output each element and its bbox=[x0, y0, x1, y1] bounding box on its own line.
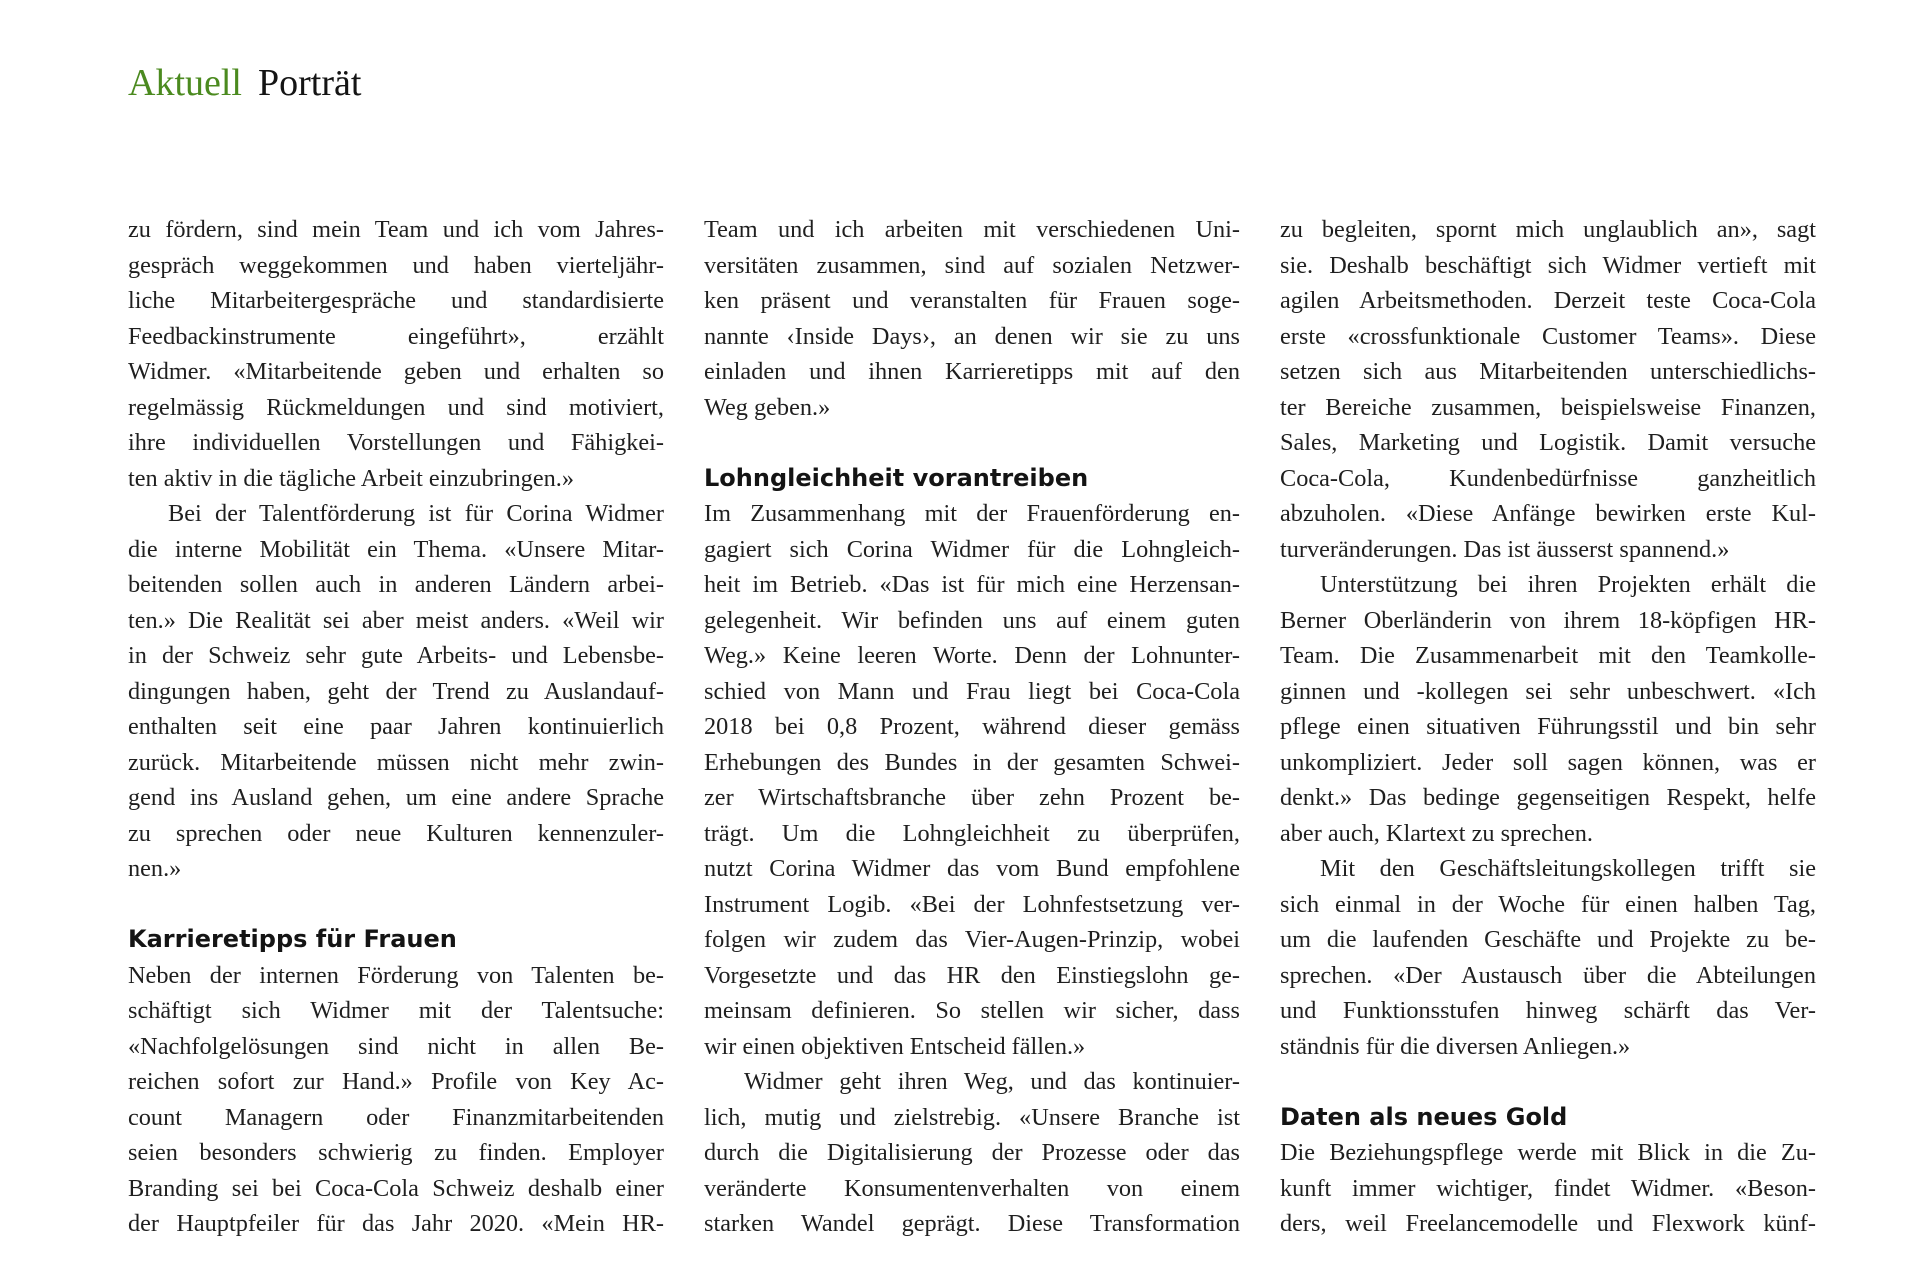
text-line: unkompliziert. Jeder soll sagen können, was er bbox=[1280, 748, 1816, 776]
text-line: ten.» Die Realität sei aber meist anders. «Weil wir bbox=[128, 606, 664, 634]
text-line: kunft immer wichtiger, findet Widmer. «Beson- bbox=[1280, 1174, 1816, 1202]
text-line: in der Schweiz sehr gute Arbeits- und Lebensbe- bbox=[128, 642, 664, 669]
text-line: schäftigt sich Widmer mit der Talentsuche: bbox=[128, 997, 664, 1024]
text-line: Neben der internen Förderung von Talenten be- bbox=[128, 961, 664, 989]
text-line: Widmer geht ihren Weg, und das kontinuier- bbox=[744, 1068, 1240, 1095]
text-line: zu sprechen oder neue Kulturen kennenzuler- bbox=[128, 819, 664, 847]
paragraph bbox=[1280, 212, 1816, 567]
text-line: gespräch weggekommen und haben vierteljähr- bbox=[128, 251, 664, 279]
text-line: erste «crossfunktionale Customer Teams». Diese bbox=[1280, 322, 1816, 350]
text-line: setzen sich aus Mitarbeitenden unterschiedlichs- bbox=[1280, 358, 1816, 385]
text-line: gelegenheit. Wir befinden uns auf einem guten bbox=[704, 606, 1240, 634]
text-line: Coca-Cola, Kundenbedürfnisse ganzheitlich bbox=[1280, 464, 1816, 492]
paragraph bbox=[128, 958, 664, 1242]
text-line: nannte ‹Inside Days›, an denen wir sie zu uns bbox=[704, 322, 1240, 350]
text-line: ständnis für die diversen Anliegen.» bbox=[1280, 1032, 1631, 1060]
paragraph bbox=[128, 496, 664, 887]
subheading: Daten als neues Gold bbox=[1280, 1102, 1568, 1131]
text-line: «Nachfolgelösungen sind nicht in allen Be- bbox=[128, 1032, 664, 1060]
text-line: Widmer. «Mitarbeitende geben und erhalten so bbox=[128, 358, 664, 385]
text-line: seien besonders schwierig zu finden. Employer bbox=[128, 1139, 664, 1166]
text-line: sie. Deshalb beschäftigt sich Widmer vertieft mit bbox=[1280, 251, 1816, 279]
text-line: sich einmal in der Woche für einen halben Tag, bbox=[1280, 890, 1816, 918]
text-line: denkt.» Das bedinge gegenseitigen Respekt, helfe bbox=[1280, 784, 1816, 811]
text-line: Sales, Marketing und Logistik. Damit versuche bbox=[1280, 429, 1816, 456]
text-line: 2018 bei 0,8 Prozent, während dieser gemäss bbox=[704, 713, 1240, 740]
text-line: ter Bereiche zusammen, beispielsweise Finanzen, bbox=[1280, 393, 1816, 421]
paragraph bbox=[1280, 851, 1816, 1064]
paragraph-spacer bbox=[128, 887, 664, 923]
text-line: Weg.» Keine leeren Worte. Denn der Lohnunter- bbox=[704, 642, 1240, 669]
text-line: nen.» bbox=[128, 855, 182, 882]
page-header bbox=[128, 60, 361, 106]
paragraph bbox=[704, 496, 1240, 1064]
subsection-label: Porträt bbox=[257, 62, 362, 104]
text-line: veränderte Konsumentenverhalten von einem bbox=[704, 1174, 1240, 1202]
paragraph-spacer bbox=[1280, 1064, 1816, 1100]
text-line: Bei der Talentförderung ist für Corina Widmer bbox=[168, 500, 664, 527]
text-line: ders, weil Freelancemodelle und Flexwork künf- bbox=[1280, 1210, 1816, 1237]
text-line: Die Beziehungspflege werde mit Blick in die Zu- bbox=[1280, 1139, 1816, 1166]
text-line: wir einen objektiven Entscheid fällen.» bbox=[704, 1032, 1086, 1060]
text-line: regelmässig Rückmeldungen und sind motiviert, bbox=[128, 393, 664, 421]
paragraph bbox=[1280, 1135, 1816, 1242]
text-line: aber auch, Klartext zu sprechen. bbox=[1280, 819, 1594, 847]
text-line: zurück. Mitarbeitende müssen nicht mehr zwin- bbox=[128, 748, 664, 776]
article-column-1 bbox=[128, 212, 664, 1242]
text-line: zu begleiten, spornt mich unglaublich an», sagt bbox=[1280, 216, 1816, 243]
text-line: Team und ich arbeiten mit verschiedenen Uni- bbox=[704, 216, 1240, 243]
text-line: der Hauptpfeiler für das Jahr 2020. «Mein HR- bbox=[128, 1210, 664, 1237]
paragraph bbox=[1280, 567, 1816, 851]
text-line: nutzt Corina Widmer das vom Bund empfohlene bbox=[704, 855, 1240, 882]
text-line: reichen sofort zur Hand.» Profile von Key Ac- bbox=[128, 1068, 664, 1095]
text-line: liche Mitarbeitergespräche und standardisierte bbox=[128, 287, 664, 314]
text-line: turveränderungen. Das ist äusserst spannend.» bbox=[1280, 535, 1730, 563]
text-line: schied von Mann und Frau liegt bei Coca-Cola bbox=[704, 677, 1240, 705]
text-line: Vorgesetzte und das HR den Einstiegslohn ge- bbox=[704, 961, 1240, 989]
text-line: Im Zusammenhang mit der Frauenförderung en- bbox=[704, 500, 1240, 527]
text-line: Team. Die Zusammenarbeit mit den Teamkolle- bbox=[1280, 642, 1816, 669]
text-line: lich, mutig und zielstrebig. «Unsere Branche ist bbox=[704, 1103, 1240, 1131]
text-line: pflege einen situativen Führungsstil und bin sehr bbox=[1280, 713, 1816, 740]
text-line: folgen wir zudem das Vier-Augen-Prinzip, wobei bbox=[704, 926, 1240, 953]
text-line: Berner Oberländerin von ihrem 18-köpfigen HR- bbox=[1280, 606, 1816, 634]
paragraph-spacer bbox=[704, 425, 1240, 461]
text-line: Unterstützung bei ihren Projekten erhält die bbox=[1320, 571, 1816, 598]
text-line: abzuholen. «Diese Anfänge bewirken erste Kul- bbox=[1280, 500, 1816, 527]
text-line: einladen und ihnen Karrieretipps mit auf den bbox=[704, 358, 1240, 385]
text-line: versitäten zusammen, sind auf sozialen Netzwer- bbox=[704, 251, 1240, 279]
text-line: agilen Arbeitsmethoden. Derzeit teste Coca-Cola bbox=[1280, 287, 1816, 314]
text-line: dingungen haben, geht der Trend zu Auslandauf- bbox=[128, 677, 664, 705]
text-line: trägt. Um die Lohngleichheit zu überprüfen, bbox=[704, 819, 1240, 847]
text-line: um die laufenden Geschäfte und Projekte zu be- bbox=[1280, 926, 1816, 953]
text-line: gend ins Ausland gehen, um eine andere Sprache bbox=[128, 784, 664, 811]
text-line: Feedbackinstrumente eingeführt», erzählt bbox=[128, 322, 664, 350]
paragraph bbox=[128, 212, 664, 496]
text-line: zer Wirtschaftsbranche über zehn Prozent be- bbox=[704, 784, 1240, 811]
text-line: beitenden sollen auch in anderen Ländern arbei- bbox=[128, 571, 664, 598]
text-line: ten aktiv in die tägliche Arbeit einzubringen.» bbox=[128, 464, 574, 492]
subheading: Karrieretipps für Frauen bbox=[128, 925, 457, 953]
text-line: gagiert sich Corina Widmer für die Lohngleich- bbox=[704, 535, 1240, 563]
text-line: und Funktionsstufen hinweg schärft das Ver- bbox=[1280, 997, 1816, 1024]
text-line: ginnen und -kollegen sei sehr unbeschwert. «Ich bbox=[1280, 677, 1816, 705]
article-column-3 bbox=[1280, 212, 1816, 1242]
text-line: Weg geben.» bbox=[704, 393, 831, 421]
paragraph bbox=[704, 212, 1240, 425]
section-label: Aktuell bbox=[128, 62, 242, 104]
text-line: Mit den Geschäftsleitungskollegen trifft sie bbox=[1320, 855, 1816, 882]
text-line: count Managern oder Finanzmitarbeitenden bbox=[128, 1103, 664, 1131]
text-line: enthalten seit eine paar Jahren kontinuierlich bbox=[128, 713, 664, 740]
text-line: Erhebungen des Bundes in der gesamten Schwei- bbox=[704, 748, 1240, 776]
text-line: heit im Betrieb. «Das ist für mich eine Herzensan- bbox=[704, 571, 1240, 598]
paragraph bbox=[704, 1064, 1240, 1242]
text-line: meinsam definieren. So stellen wir sicher, dass bbox=[704, 997, 1240, 1024]
text-line: zu fördern, sind mein Team und ich vom Jahres- bbox=[128, 216, 664, 243]
article-column-2 bbox=[704, 212, 1240, 1242]
text-line: Branding sei bei Coca-Cola Schweiz deshalb einer bbox=[128, 1174, 664, 1202]
text-line: ihre individuellen Vorstellungen und Fähigkei- bbox=[128, 429, 664, 456]
text-line: starken Wandel geprägt. Diese Transformation bbox=[704, 1210, 1240, 1237]
text-line: durch die Digitalisierung der Prozesse oder das bbox=[704, 1139, 1240, 1166]
text-line: Instrument Logib. «Bei der Lohnfestsetzung ver- bbox=[704, 890, 1240, 918]
text-line: die interne Mobilität ein Thema. «Unsere Mitar- bbox=[128, 535, 664, 563]
text-line: ken präsent und veranstalten für Frauen soge- bbox=[704, 287, 1240, 314]
text-line: sprechen. «Der Austausch über die Abteilungen bbox=[1280, 961, 1816, 989]
subheading: Lohngleichheit vorantreiben bbox=[704, 463, 1089, 492]
